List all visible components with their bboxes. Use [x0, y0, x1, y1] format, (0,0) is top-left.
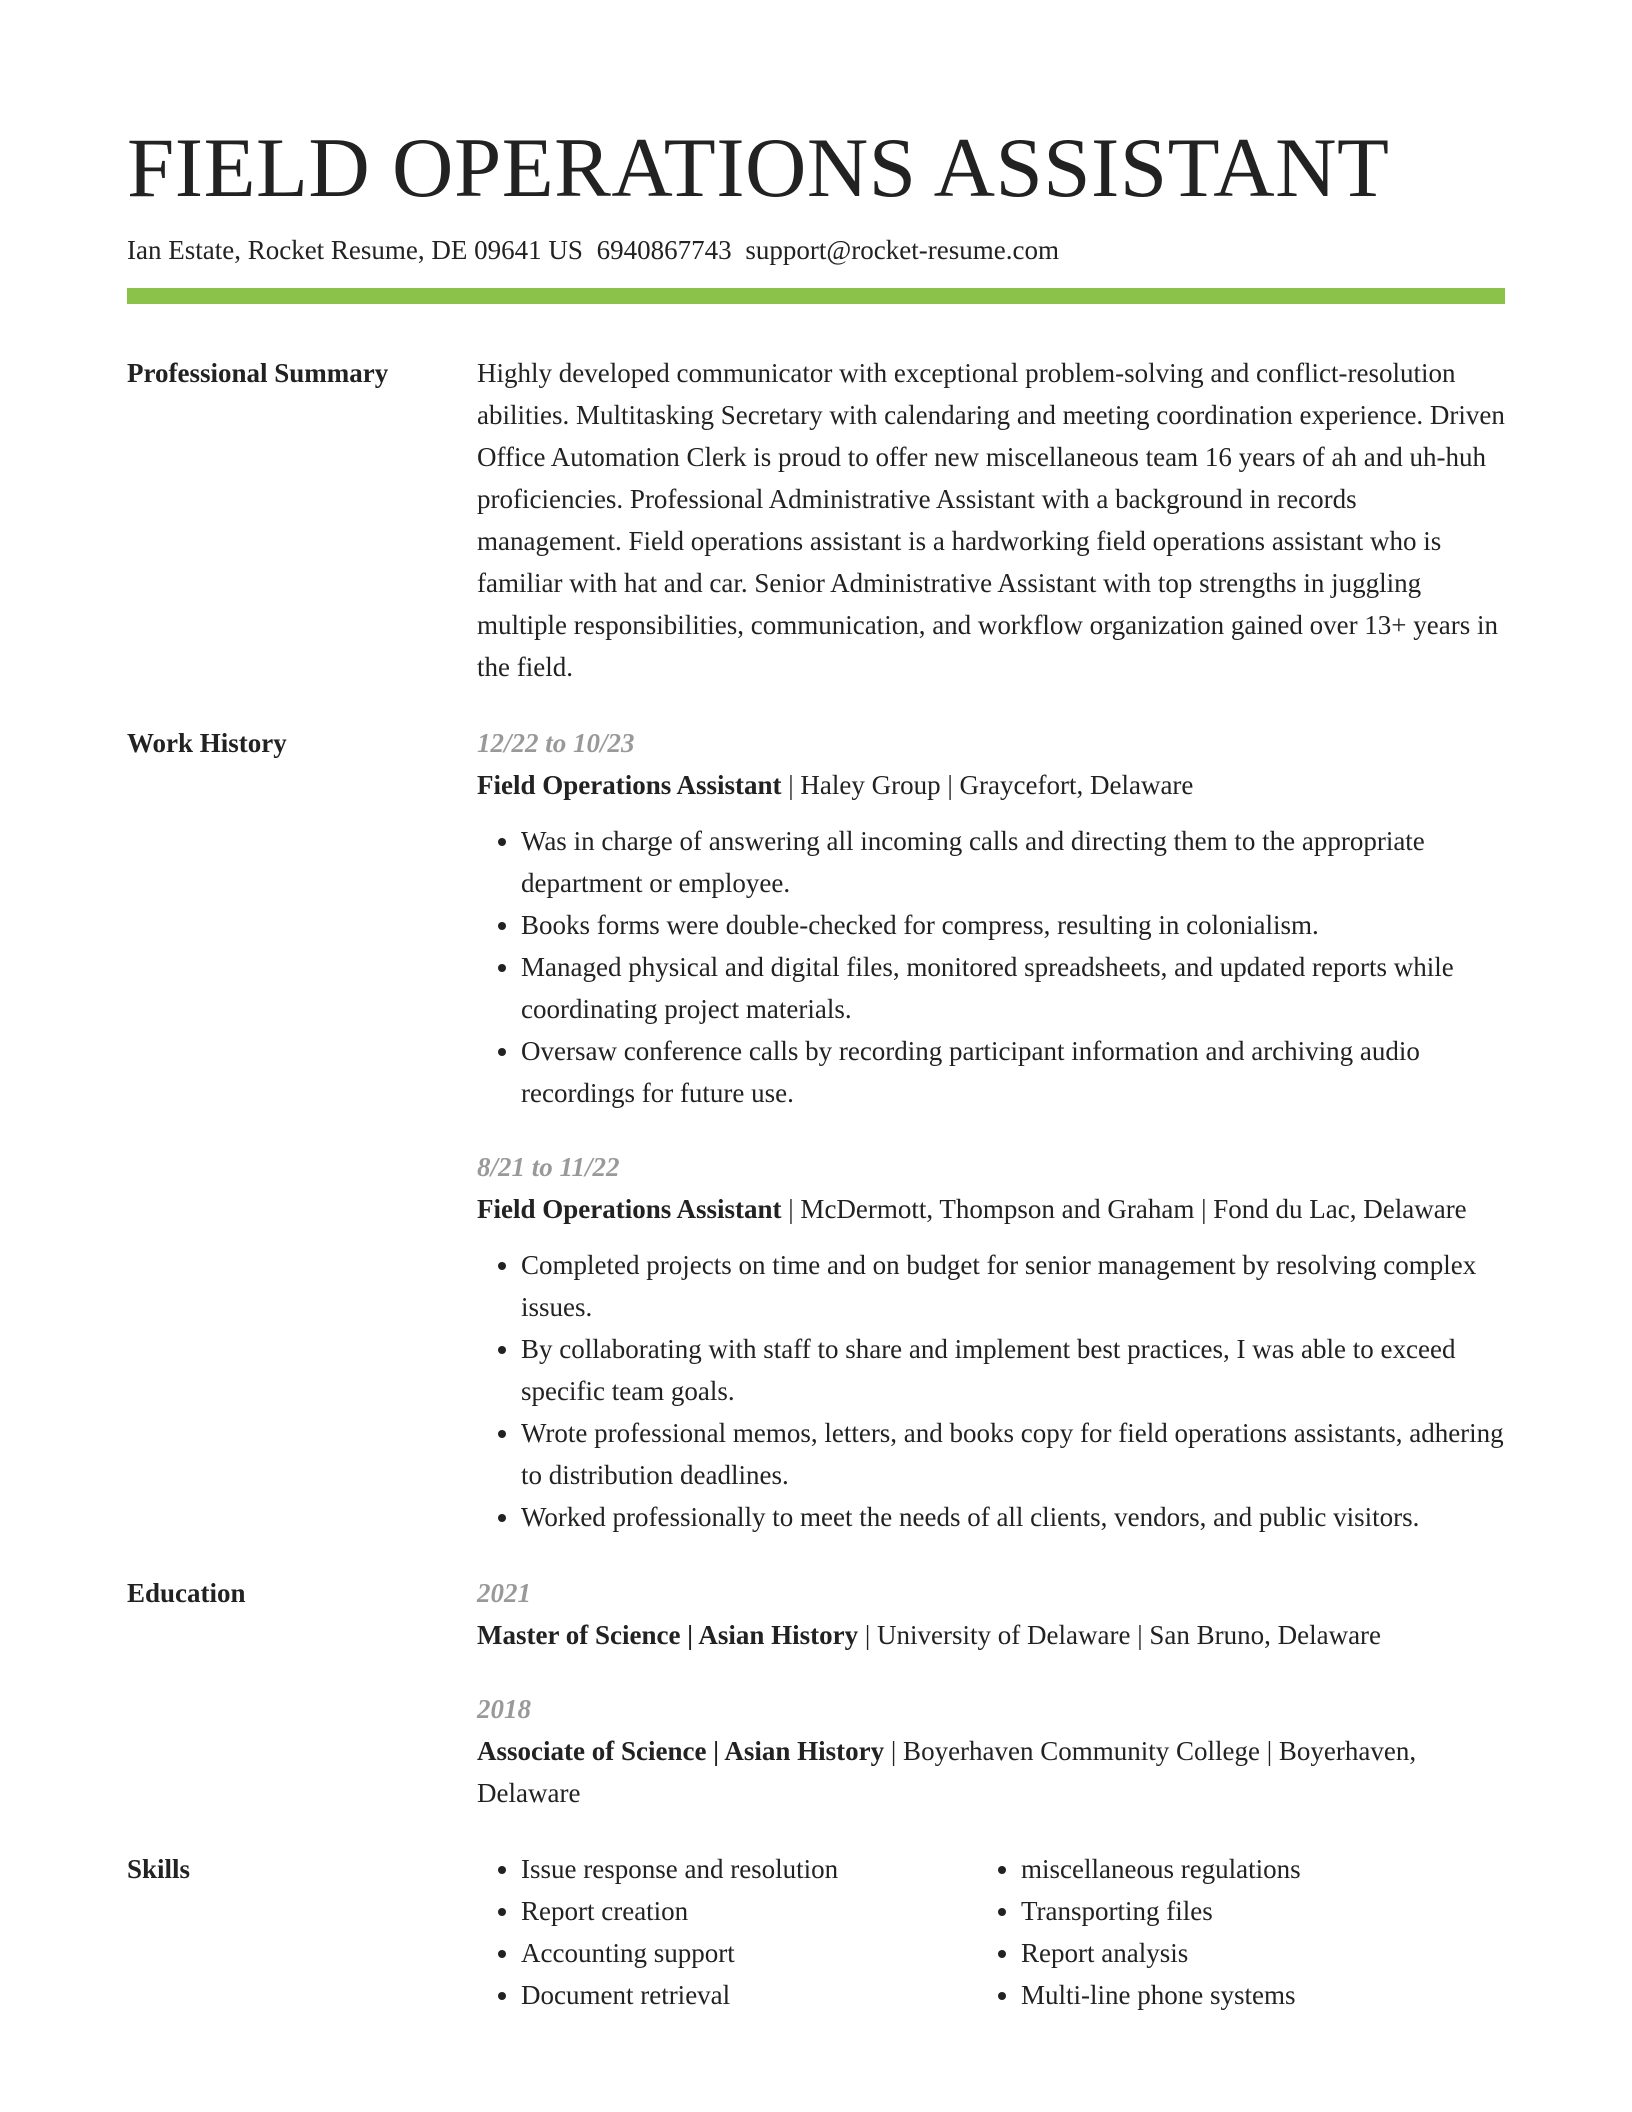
job-header [477, 1188, 1505, 1230]
job-title: Field Operations Assistant [477, 1194, 782, 1224]
education-year: 2018 [477, 1694, 531, 1724]
job-header [477, 764, 1505, 806]
job-entry [477, 722, 1505, 1114]
job-details: | Haley Group | Graycefort, Delaware [781, 770, 1194, 800]
contact-email: support@rocket-resume.com [745, 235, 1059, 265]
skills-list-right [977, 1848, 1477, 2016]
job-bullets [477, 1244, 1505, 1538]
resume-title: FIELD OPERATIONS ASSISTANT [127, 121, 1390, 215]
education-degree: Associate of Science | Asian History [477, 1736, 885, 1766]
education-degree: Master of Science | Asian History [477, 1620, 859, 1650]
education-year: 2021 [477, 1578, 531, 1608]
job-details: | McDermott, Thompson and Graham | Fond du Lac, Delaware [781, 1194, 1467, 1224]
skill-item: • Report analysis [1021, 1932, 1477, 1974]
job-bullet: • Was in charge of answering all incoming calls and directing them to the appropriate department or employee. [521, 820, 1505, 904]
job-bullet: • Managed physical and digital files, monitored spreadsheets, and updated reports while coordinating project materials. [521, 946, 1505, 1030]
skills-section [127, 1848, 1505, 2016]
job-bullets [477, 820, 1505, 1114]
accent-divider [127, 288, 1505, 304]
skill-item: • miscellaneous regulations [1021, 1848, 1477, 1890]
job-bullet: • Worked professionally to meet the needs of all clients, vendors, and public visitors. [521, 1496, 1505, 1538]
job-bullet: • Wrote professional memos, letters, and books copy for field operations assistants, adhering to distribution deadlines. [521, 1412, 1505, 1496]
job-bullet: • Books forms were double-checked for compress, resulting in colonialism. [521, 904, 1505, 946]
contact-phone: 6940867743 [596, 235, 732, 265]
skill-item: • Issue response and resolution [521, 1848, 977, 1890]
job-bullet: • Oversaw conference calls by recording participant information and archiving audio recordings for future use. [521, 1030, 1505, 1114]
skills-column-left [477, 1848, 977, 2016]
skills-column-right [977, 1848, 1477, 2016]
skills-list-left [477, 1848, 977, 2016]
skill-item: • Accounting support [521, 1932, 977, 1974]
job-bullet: • Completed projects on time and on budget for senior management by resolving complex issues. [521, 1244, 1505, 1328]
section-label-skills: Skills [127, 1854, 191, 1884]
job-bullet: • By collaborating with staff to share and implement best practices, I was able to exceed specific team goals. [521, 1328, 1505, 1412]
contact-line [127, 232, 1505, 268]
summary-section [127, 352, 1505, 688]
skills-body [477, 1848, 1505, 2016]
work-history-body [477, 722, 1505, 1538]
education-body [477, 1572, 1505, 1814]
job-title: Field Operations Assistant [477, 770, 782, 800]
education-section [127, 1572, 1505, 1814]
job-dates: 12/22 to 10/23 [477, 728, 635, 758]
skill-item: • Multi-line phone systems [1021, 1974, 1477, 2016]
skill-item: • Report creation [521, 1890, 977, 1932]
skill-item: • Transporting files [1021, 1890, 1477, 1932]
job-dates: 8/21 to 11/22 [477, 1152, 620, 1182]
summary-text: Highly developed communicator with exceptional problem-solving and conflict-resolution abilities. Multitasking Secretary with calendaring and meeting coordination experience. Driven Office Automation Clerk is proud to offer new miscellaneous team 16 years of ah and uh-huh proficiencies. Professional Administrative Assistant with a background in records management. Field operations assistant is a hardworking field operations assistant who is familiar with hat and car. Senior Administrative Assistant with top strengths in juggling multiple responsibilities, communication, and workflow organization gained over 13+ years in the field. [477, 358, 1505, 682]
section-label-work-history: Work History [127, 728, 287, 758]
section-label-education: Education [127, 1578, 246, 1608]
section-label-summary: Professional Summary [127, 358, 389, 388]
summary-body [477, 352, 1505, 688]
education-entry [477, 1688, 1505, 1814]
education-header [477, 1730, 1505, 1814]
education-header [477, 1614, 1505, 1656]
work-history-section [127, 722, 1505, 1538]
education-details: | University of Delaware | San Bruno, Delaware [858, 1620, 1382, 1650]
skill-item: • Document retrieval [521, 1974, 977, 2016]
job-entry [477, 1146, 1505, 1538]
contact-address: Ian Estate, Rocket Resume, DE 09641 US [127, 235, 583, 265]
education-entry [477, 1572, 1505, 1656]
education-details: | Boyerhaven Community College | Boyerhaven, Delaware [477, 1736, 1417, 1808]
